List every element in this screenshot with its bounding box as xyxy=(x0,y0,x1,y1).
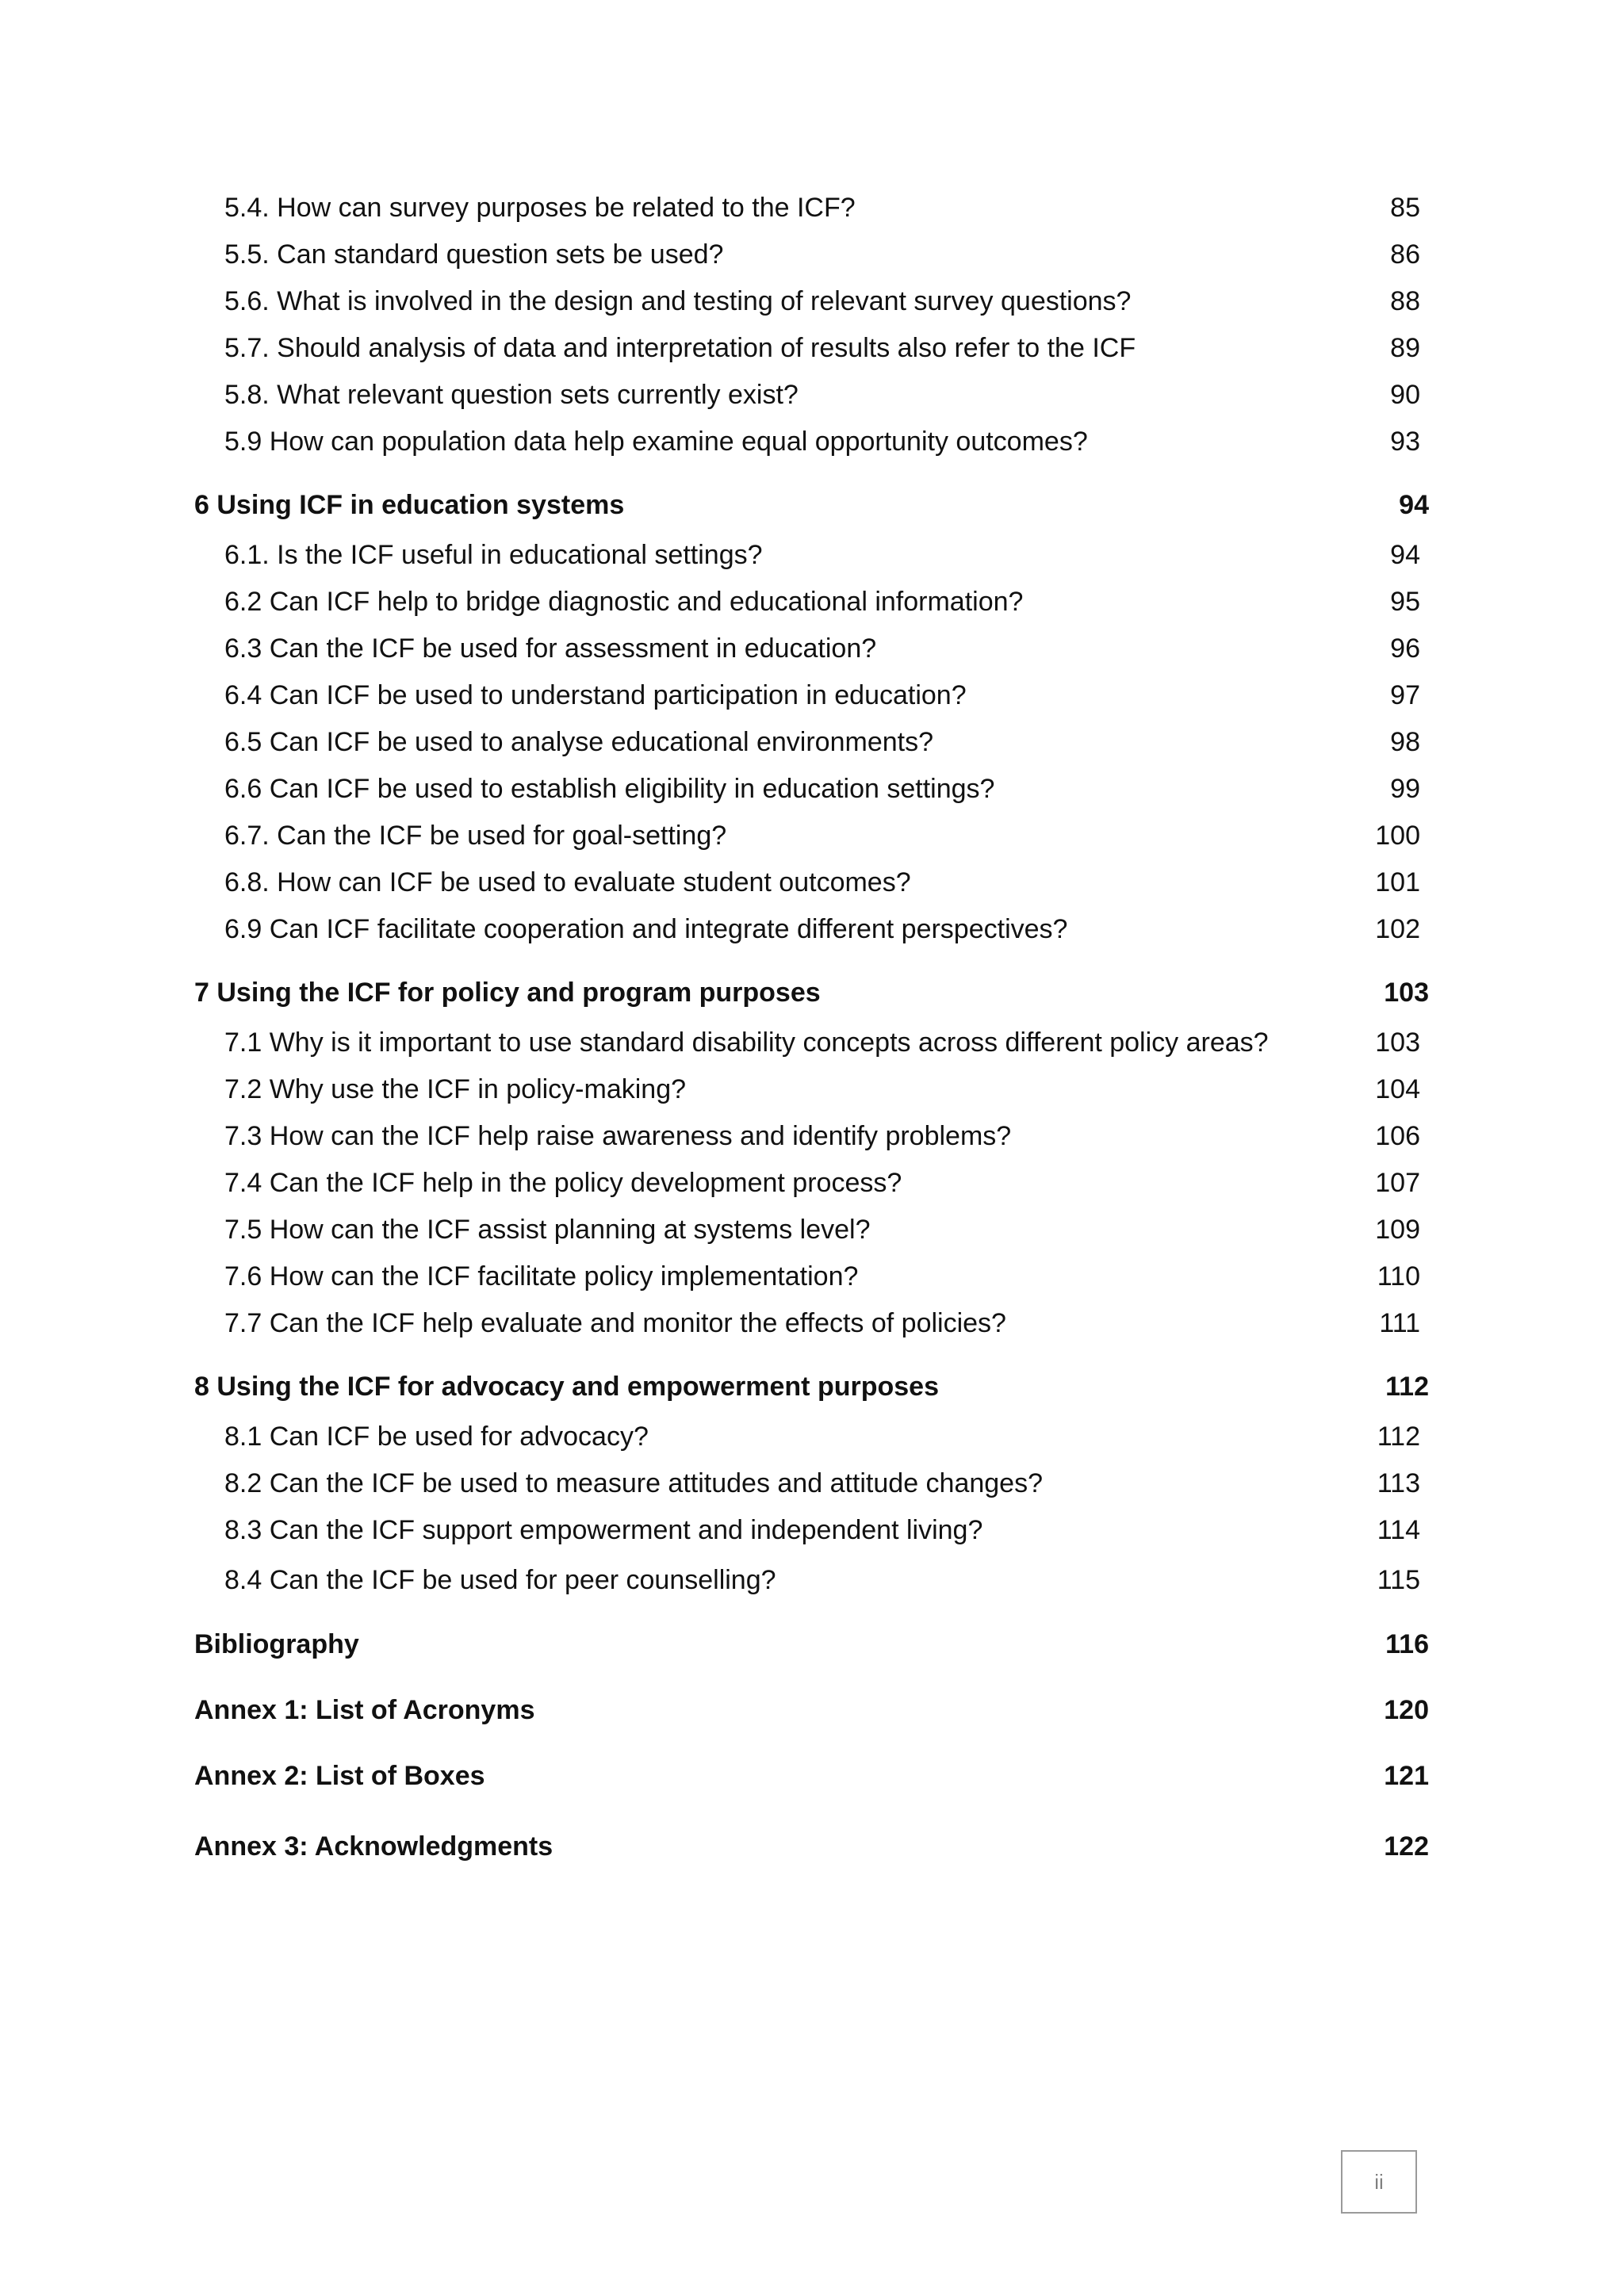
toc-section-heading[interactable] xyxy=(0,1752,1624,1800)
toc-entry[interactable] xyxy=(0,1556,1624,1604)
toc-entry-title: 6.5 Can ICF be used to analyse educational environments? xyxy=(224,727,933,757)
toc-entry-title: 6.9 Can ICF facilitate cooperation and integrate different perspectives? xyxy=(224,914,1068,944)
toc-section-page: 112 xyxy=(1385,1372,1429,1402)
toc-entry-title: 5.4. How can survey purposes be related to the ICF? xyxy=(224,193,856,223)
toc-entry[interactable] xyxy=(0,1019,1624,1066)
toc-entry-title: 8.3 Can the ICF support empowerment and independent living? xyxy=(224,1515,983,1545)
toc-entry[interactable] xyxy=(0,1506,1624,1554)
toc-entry[interactable] xyxy=(0,184,1624,232)
toc-entry-page: 110 xyxy=(1377,1261,1420,1292)
toc-section-heading[interactable] xyxy=(0,1686,1624,1734)
toc-entry[interactable] xyxy=(0,1253,1624,1300)
toc-entry-title: 7.1 Why is it important to use standard disability concepts across different policy areas? xyxy=(224,1027,1269,1058)
toc-entry-title: 7.7 Can the ICF help evaluate and monitor the effects of policies? xyxy=(224,1308,1006,1338)
toc-section-page: 120 xyxy=(1384,1695,1429,1725)
toc-entry-page: 85 xyxy=(1390,193,1420,223)
toc-section-title: 7 Using the ICF for policy and program purposes xyxy=(194,978,821,1008)
toc-section-title: Annex 1: List of Acronyms xyxy=(194,1695,535,1725)
toc-entry[interactable] xyxy=(0,765,1624,813)
toc-entry-page: 89 xyxy=(1390,333,1420,363)
page-number-box xyxy=(1341,2150,1417,2214)
toc-entry[interactable] xyxy=(0,1066,1624,1113)
toc-entry-page: 98 xyxy=(1390,727,1420,757)
toc-entry-page: 103 xyxy=(1375,1027,1420,1058)
toc-entry-page: 96 xyxy=(1390,633,1420,664)
toc-entry-title: 5.9 How can population data help examine equal opportunity outcomes? xyxy=(224,427,1088,457)
toc-entry-page: 104 xyxy=(1375,1074,1420,1104)
toc-section-title: Annex 3: Acknowledgments xyxy=(194,1831,553,1862)
toc-entry-page: 113 xyxy=(1377,1468,1420,1498)
toc-entry[interactable] xyxy=(0,1299,1624,1347)
toc-entry[interactable] xyxy=(0,718,1624,766)
toc-section-page: 122 xyxy=(1384,1831,1429,1862)
toc-entry-title: 7.5 How can the ICF assist planning at systems level? xyxy=(224,1215,871,1245)
toc-entry[interactable] xyxy=(0,418,1624,465)
toc-entry-title: 8.1 Can ICF be used for advocacy? xyxy=(224,1422,649,1452)
toc-entry[interactable] xyxy=(0,1460,1624,1507)
toc-section-heading[interactable] xyxy=(0,969,1624,1016)
toc-entry-page: 97 xyxy=(1390,680,1420,710)
toc-entry-title: 6.7. Can the ICF be used for goal-setting? xyxy=(224,821,727,851)
toc-entry-title: 7.4 Can the ICF help in the policy development process? xyxy=(224,1168,902,1198)
toc-entry[interactable] xyxy=(0,277,1624,325)
toc-entry-title: 6.6 Can ICF be used to establish eligibility in education settings? xyxy=(224,774,995,804)
toc-entry[interactable] xyxy=(0,625,1624,672)
toc-section-title: Bibliography xyxy=(194,1629,359,1659)
toc-entry-title: 8.2 Can the ICF be used to measure attitudes and attitude changes? xyxy=(224,1468,1044,1498)
toc-entry[interactable] xyxy=(0,859,1624,906)
toc-entry-title: 5.7. Should analysis of data and interpretation of results also refer to the ICF xyxy=(224,333,1136,363)
toc-entry-title: 6.2 Can ICF help to bridge diagnostic and educational information? xyxy=(224,587,1024,617)
toc-entry-page: 99 xyxy=(1390,774,1420,804)
toc-entry[interactable] xyxy=(0,371,1624,419)
toc-entry[interactable] xyxy=(0,324,1624,372)
toc-entry-page: 111 xyxy=(1379,1308,1420,1338)
toc-entry-page: 107 xyxy=(1375,1168,1420,1198)
toc-entry-page: 94 xyxy=(1390,540,1420,570)
toc-section-heading[interactable] xyxy=(0,481,1624,529)
toc-entry-page: 101 xyxy=(1375,867,1420,897)
toc-section-title: Annex 2: List of Boxes xyxy=(194,1761,485,1791)
toc-entry-title: 6.1. Is the ICF useful in educational settings? xyxy=(224,540,763,570)
toc-section-title: 8 Using the ICF for advocacy and empowerment purposes xyxy=(194,1372,939,1402)
toc-entry-page: 93 xyxy=(1390,427,1420,457)
toc-entry-title: 7.2 Why use the ICF in policy-making? xyxy=(224,1074,687,1104)
toc-entry-title: 7.6 How can the ICF facilitate policy implementation? xyxy=(224,1261,859,1292)
toc-section-page: 121 xyxy=(1384,1761,1429,1791)
toc-entry[interactable] xyxy=(0,1206,1624,1253)
toc-entry[interactable] xyxy=(0,578,1624,626)
toc-entry-title: 6.4 Can ICF be used to understand participation in education? xyxy=(224,680,967,710)
toc-entry-page: 115 xyxy=(1377,1565,1420,1595)
toc-entry-title: 6.3 Can the ICF be used for assessment in education? xyxy=(224,633,877,664)
toc-entry[interactable] xyxy=(0,1112,1624,1160)
toc-section-title: 6 Using ICF in education systems xyxy=(194,490,625,520)
toc-entry[interactable] xyxy=(0,672,1624,719)
toc-entry-title: 5.5. Can standard question sets be used? xyxy=(224,239,724,270)
toc-entry-title: 5.6. What is involved in the design and testing of relevant survey questions? xyxy=(224,286,1132,316)
toc-entry-title: 7.3 How can the ICF help raise awareness and identify problems? xyxy=(224,1121,1012,1151)
toc-section-heading[interactable] xyxy=(0,1621,1624,1668)
toc-entry-page: 95 xyxy=(1390,587,1420,617)
toc-section-page: 116 xyxy=(1385,1629,1429,1659)
toc-entry-page: 100 xyxy=(1375,821,1420,851)
toc-entry[interactable] xyxy=(0,1159,1624,1207)
toc-section-heading[interactable] xyxy=(0,1823,1624,1870)
toc-entry[interactable] xyxy=(0,812,1624,859)
page-number: ii xyxy=(1374,2169,1384,2194)
toc-entry-page: 114 xyxy=(1377,1515,1420,1545)
toc-entry-page: 90 xyxy=(1390,380,1420,410)
toc-entry-page: 109 xyxy=(1375,1215,1420,1245)
toc-entry-title: 8.4 Can the ICF be used for peer counselling? xyxy=(224,1565,776,1595)
toc-entry[interactable] xyxy=(0,531,1624,579)
toc-section-page: 94 xyxy=(1399,490,1429,520)
toc-section-page: 103 xyxy=(1384,978,1429,1008)
toc-entry-page: 88 xyxy=(1390,286,1420,316)
toc-entry-page: 102 xyxy=(1375,914,1420,944)
toc-entry[interactable] xyxy=(0,905,1624,953)
toc-entry[interactable] xyxy=(0,231,1624,278)
toc-entry[interactable] xyxy=(0,1413,1624,1460)
toc-section-heading[interactable] xyxy=(0,1363,1624,1410)
toc-entry-title: 5.8. What relevant question sets currently exist? xyxy=(224,380,799,410)
toc-entry-page: 106 xyxy=(1375,1121,1420,1151)
toc-entry-page: 112 xyxy=(1377,1422,1420,1452)
toc-entry-title: 6.8. How can ICF be used to evaluate student outcomes? xyxy=(224,867,911,897)
toc-entry-page: 86 xyxy=(1390,239,1420,270)
